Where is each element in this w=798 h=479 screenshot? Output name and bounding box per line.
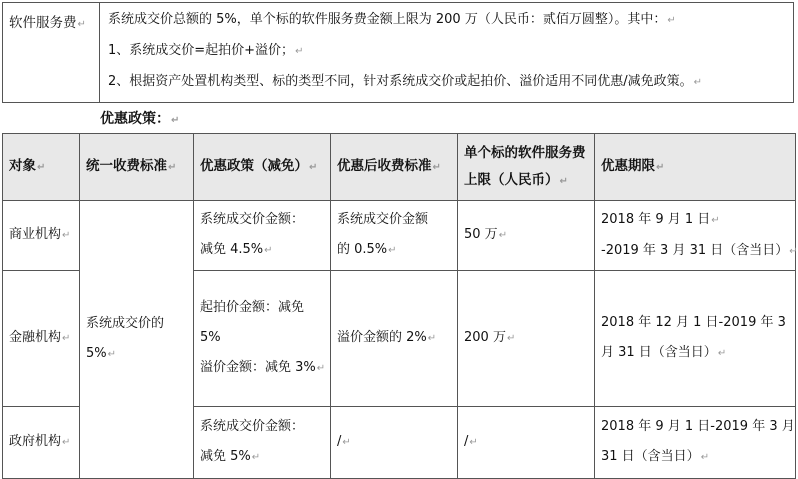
fee-line: 2、根据资产处置机构类型、标的类型不同，针对系统成交价或起拍价、溢价适用不同优惠/减免政策。↵ <box>108 74 703 89</box>
row-period: 2018 年 12 月 1 日-2019 年 3 月 31 日（含当日）↵ <box>595 271 796 407</box>
row-target: 商业机构↵ <box>3 201 80 271</box>
paragraph-mark-icon: ↵ <box>295 46 304 57</box>
fee-description-table <box>2 2 794 103</box>
row-after: 系统成交价金额 的 0.5%↵ <box>331 201 458 271</box>
row-cap: 200 万↵ <box>458 271 595 407</box>
row-discount: 起拍价金额：减免 5% 溢价金额：减免 3%↵ <box>194 271 331 407</box>
fee-label: 软件服务费 <box>9 15 77 31</box>
policy-table <box>2 133 796 479</box>
header-target: 对象↵ <box>3 134 80 201</box>
header-standard: 统一收费标准↵ <box>80 134 194 201</box>
paragraph-mark-icon: ↵ <box>77 19 86 30</box>
standard-text: 系统成交价的 5%↵ <box>86 316 165 361</box>
merged-standard-cell <box>80 201 194 479</box>
header-cap: 单个标的软件服务费上限（人民币）↵ <box>458 134 595 201</box>
row-cap: /↵ <box>458 407 595 479</box>
fee-line: 1、系统成交价=起拍价+溢价；↵ <box>108 43 304 58</box>
row-discount: 系统成交价金额： 减免 5%↵ <box>194 407 331 479</box>
table-header-row <box>3 134 796 201</box>
header-after: 优惠后收费标准↵ <box>331 134 458 201</box>
paragraph-mark-icon: ↵ <box>667 15 676 26</box>
row-period: 2018 年 9 月 1 日↵ -2019 年 3 月 31 日（含当日）↵ <box>595 201 796 271</box>
paragraph-mark-icon: ↵ <box>693 77 703 88</box>
policy-heading: 优惠政策：↵ <box>100 111 180 127</box>
fee-content-cell <box>100 3 794 103</box>
row-period: 2018 年 9 月 1 日-2019 年 3 月 31 日（含当日）↵ <box>595 407 796 479</box>
row-cap: 50 万↵ <box>458 201 595 271</box>
header-period: 优惠期限↵ <box>595 134 796 201</box>
fee-line: 系统成交价总额的 5%，单个标的软件服务费金额上限为 200 万（人民币：贰佰万圆整）。其中：↵ <box>108 12 676 27</box>
table-row <box>3 201 796 271</box>
row-discount: 系统成交价金额： 减免 4.5%↵ <box>194 201 331 271</box>
row-after: /↵ <box>331 407 458 479</box>
header-discount: 优惠政策（减免）↵ <box>194 134 331 201</box>
fee-label-cell <box>3 3 100 103</box>
row-after: 溢价金额的 2%↵ <box>331 271 458 407</box>
row-target: 金融机构↵ <box>3 271 80 407</box>
row-target: 政府机构↵ <box>3 407 80 479</box>
paragraph-mark-icon: ↵ <box>171 115 180 126</box>
